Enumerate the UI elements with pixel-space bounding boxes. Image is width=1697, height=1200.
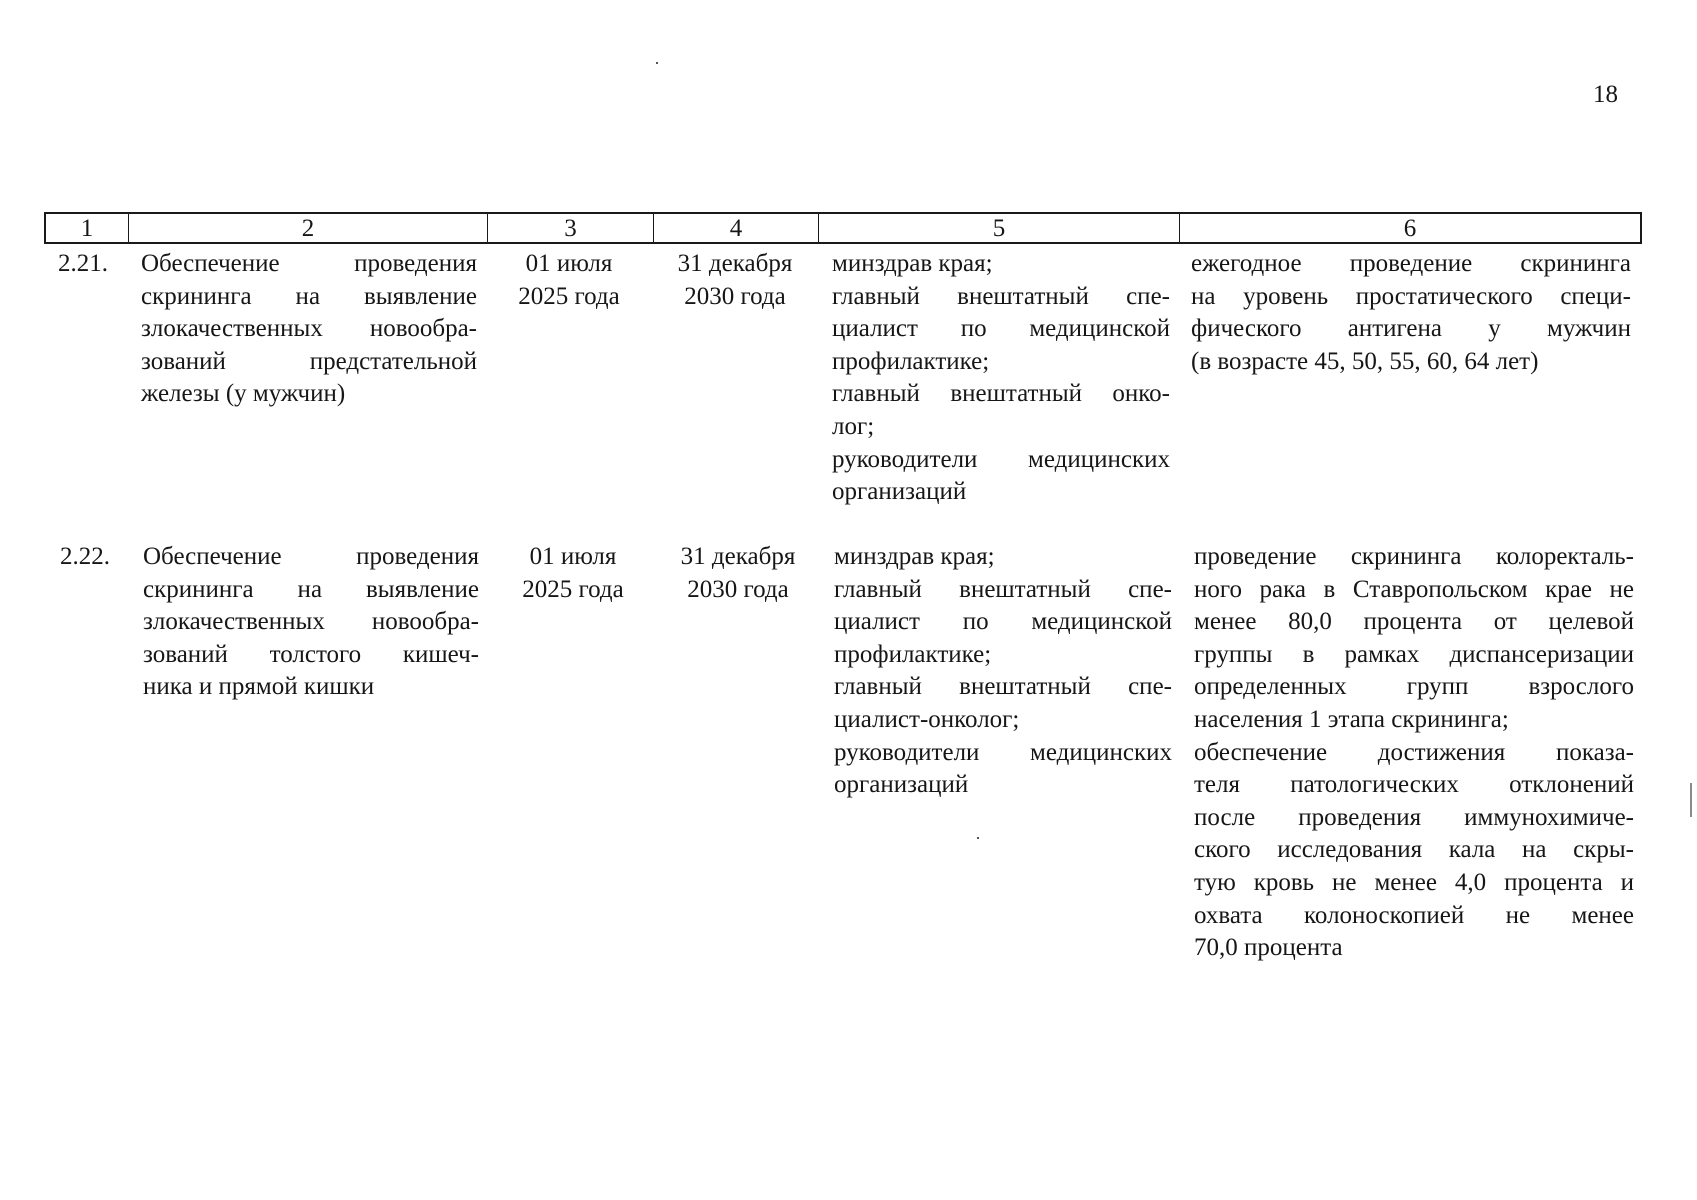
text-line: группы в рамках диспансеризации [1194, 640, 1634, 668]
text-line: профилактике; [834, 640, 992, 668]
text-line: тую кровь не менее 4,0 процента и [1194, 868, 1634, 896]
text-line: ника и прямой кишки [143, 673, 375, 701]
text-line: зований предстательной [141, 347, 477, 375]
text-line: на уровень простатического специ- [1191, 282, 1631, 310]
text-line: главный внештатный спе- [832, 282, 1170, 310]
table-header-row [44, 212, 1642, 244]
row-number: 2.21. [58, 250, 108, 277]
text-line: скрининга на выявление [143, 575, 479, 603]
text-line: главный внештатный спе- [834, 575, 1172, 603]
text-line: 70,0 процента [1194, 934, 1343, 962]
text-line: организаций [834, 771, 969, 799]
expected-result [1194, 541, 1634, 965]
text-line: теля патологических отклонений [1194, 771, 1634, 799]
text-line: обеспечение достижения показа- [1194, 738, 1634, 766]
text-line: 01 июля [525, 250, 613, 277]
scan-speck [656, 62, 658, 64]
scan-edge-mark [1690, 783, 1692, 817]
text-line: охвата колоноскопией не менее [1194, 901, 1634, 929]
header-cell-4: 4 [654, 214, 819, 242]
text-line: 31 декабря [680, 543, 796, 570]
text-line: (в возрасте 45, 50, 55, 60, 64 лет) [1191, 347, 1539, 375]
text-line: злокачественных новообра- [143, 608, 479, 636]
start-date [494, 248, 644, 313]
text-line: минздрав края; [834, 543, 995, 570]
text-line: ежегодное проведение скрининга [1191, 250, 1631, 277]
text-line: ского исследования кала на скры- [1194, 836, 1634, 864]
text-line: железы (у мужчин) [141, 380, 346, 408]
text-line: руководители медицинских [834, 738, 1172, 766]
text-line: скрининга на выявление [141, 282, 477, 310]
text-line: 31 декабря [677, 250, 793, 277]
text-line: циалист по медицинской [832, 315, 1170, 343]
text-line: ного рака в Ставропольском крае не [1194, 575, 1634, 603]
page-number: 18 [1593, 81, 1618, 108]
start-date [498, 541, 648, 606]
text-line: 2030 года [684, 282, 786, 310]
header-cell-5: 5 [819, 214, 1180, 242]
text-line: лог; [832, 412, 875, 440]
measure-name [143, 541, 479, 704]
expected-result [1191, 248, 1631, 378]
end-date [663, 541, 813, 606]
header-cell-3: 3 [488, 214, 654, 242]
header-cell-1: 1 [46, 214, 129, 242]
header-cell-6: 6 [1403, 215, 1417, 242]
text-line: Обеспечение проведения [141, 250, 477, 277]
row-number: 2.22. [60, 543, 110, 570]
end-date [660, 248, 810, 313]
header-cell-2: 2 [129, 214, 488, 242]
scan-speck [977, 837, 979, 839]
text-line: руководители медицинских [832, 445, 1170, 473]
text-line: циалист-онколог; [834, 705, 1020, 733]
text-line: зований толстого кишеч- [143, 640, 479, 668]
text-line: злокачественных новообра- [141, 315, 477, 343]
text-line: циалист по медицинской [834, 608, 1172, 636]
text-line: менее 80,0 процента от целевой [1194, 608, 1634, 636]
responsible-parties [832, 248, 1170, 509]
text-line: проведение скрининга колоректаль- [1194, 543, 1634, 570]
text-line: 2025 года [518, 282, 620, 310]
text-line: 01 июля [529, 543, 617, 570]
text-line: после проведения иммунохимиче- [1194, 803, 1634, 831]
responsible-parties [834, 541, 1172, 802]
text-line: профилактике; [832, 347, 990, 375]
text-line: главный внештатный спе- [834, 673, 1172, 701]
text-line: определенных групп взрослого [1194, 673, 1634, 701]
text-line: организаций [832, 478, 967, 506]
measure-name [141, 248, 477, 411]
text-line: фического антигена у мужчин [1191, 315, 1631, 343]
text-line: 2030 года [687, 575, 789, 603]
text-line: 2025 года [522, 575, 624, 603]
text-line: Обеспечение проведения [143, 543, 479, 570]
text-line: населения 1 этапа скрининга; [1194, 705, 1509, 733]
text-line: минздрав края; [832, 250, 993, 277]
text-line: главный внештатный онко- [832, 380, 1170, 408]
